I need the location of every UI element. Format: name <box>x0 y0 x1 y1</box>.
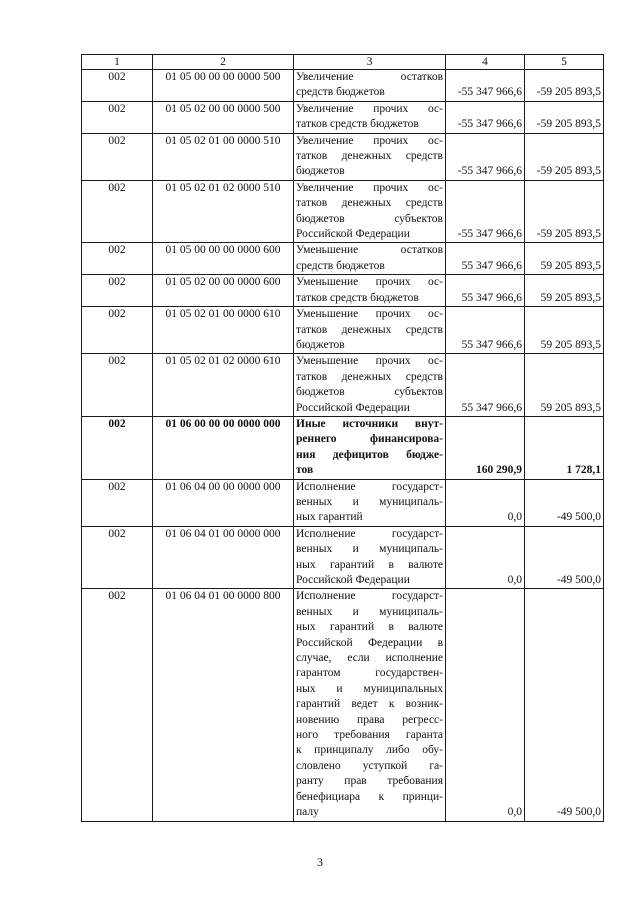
amount-year-2-cell: -49 500,0 <box>525 479 604 526</box>
amount-year-2-cell: -49 500,0 <box>525 526 604 589</box>
source-name-line: татков денежных средств <box>296 197 443 210</box>
source-name-line: ных гарантий <box>296 511 363 524</box>
classification-code-cell: 01 05 00 00 00 0000 500 <box>153 70 294 102</box>
source-name-line: ных и муниципальных <box>296 682 443 695</box>
source-name-cell <box>294 479 446 526</box>
source-name-line: гарантом государствен- <box>296 667 443 680</box>
source-name-line: Уменьшение прочих ос- <box>296 308 443 321</box>
source-name-line: словлено уступкой га- <box>296 759 443 772</box>
amount-year-2-cell: -59 205 893,5 <box>525 180 604 243</box>
amount-year-1-cell: 0,0 <box>446 479 525 526</box>
source-name-line: Российской Федерации <box>296 228 410 241</box>
table-body <box>82 70 604 822</box>
column-number: 2 <box>153 55 294 70</box>
source-name-cell <box>294 180 446 243</box>
column-number: 5 <box>525 55 604 70</box>
table-row <box>82 70 604 102</box>
admin-code-cell: 002 <box>82 589 153 821</box>
amount-year-1-cell: -55 347 966,6 <box>446 180 525 243</box>
source-name-line: Увеличение прочих ос- <box>296 102 443 115</box>
source-name-line: Увеличение прочих ос- <box>296 134 443 147</box>
source-name-line: ных гарантий в валюте <box>296 621 443 634</box>
admin-code-cell: 002 <box>82 275 153 307</box>
admin-code-cell: 002 <box>82 479 153 526</box>
sources-financing-table <box>81 54 604 822</box>
source-name-line: ния дефицитов бюдже- <box>296 448 443 461</box>
classification-code-cell: 01 05 02 01 00 0000 610 <box>153 307 294 354</box>
admin-code-cell: 002 <box>82 307 153 354</box>
admin-code-cell: 002 <box>82 133 153 180</box>
amount-year-2-cell: -59 205 893,5 <box>525 101 604 133</box>
amount-year-1-cell: -55 347 966,6 <box>446 101 525 133</box>
amount-year-1-cell: 0,0 <box>446 589 525 821</box>
amount-year-1-cell: 0,0 <box>446 526 525 589</box>
source-name-line: случае, если исполнение <box>296 652 443 665</box>
source-name-line: бюджетов <box>296 338 345 351</box>
source-name-line: татков средств бюджетов <box>296 118 419 131</box>
amount-year-2-cell: 59 205 893,5 <box>525 275 604 307</box>
source-name-line: Уменьшение прочих ос- <box>296 276 443 289</box>
source-name-line: Увеличение остатков <box>296 71 443 83</box>
classification-code-cell: 01 05 02 01 02 0000 610 <box>153 354 294 417</box>
classification-code-cell: 01 05 02 01 00 0000 510 <box>153 133 294 180</box>
source-name-cell <box>294 275 446 307</box>
table-row <box>82 101 604 133</box>
admin-code-cell: 002 <box>82 526 153 589</box>
classification-code-cell: 01 06 04 01 00 0000 800 <box>153 589 294 821</box>
source-name-line: Иные источники внут- <box>296 417 443 430</box>
table-row <box>82 589 604 821</box>
amount-year-1-cell: -55 347 966,6 <box>446 70 525 102</box>
column-number: 1 <box>82 55 153 70</box>
source-name-line: к принципалу либо обу- <box>296 744 443 757</box>
source-name-line: средств бюджетов <box>296 86 385 99</box>
source-name-line: бюджетов субъектов <box>296 212 443 225</box>
table-row <box>82 526 604 589</box>
amount-year-2-cell: 59 205 893,5 <box>525 307 604 354</box>
source-name-line: Увеличение прочих ос- <box>296 181 443 194</box>
source-name-cell <box>294 307 446 354</box>
source-name-line: средств бюджетов <box>296 259 385 272</box>
source-name-cell <box>294 70 446 102</box>
source-name-line: бенефициара к принци- <box>296 790 443 803</box>
source-name-line: Исполнение государст- <box>296 527 443 540</box>
classification-code-cell: 01 05 02 00 00 0000 600 <box>153 275 294 307</box>
admin-code-cell: 002 <box>82 70 153 102</box>
source-name-line: палу <box>296 806 319 819</box>
classification-code-cell: 01 05 00 00 00 0000 600 <box>153 243 294 275</box>
source-name-line: ных гарантий в валюте <box>296 558 443 571</box>
amount-year-2-cell: 59 205 893,5 <box>525 243 604 275</box>
admin-code-cell: 002 <box>82 416 153 479</box>
source-name-cell <box>294 589 446 821</box>
admin-code-cell: 002 <box>82 180 153 243</box>
source-name-line: тов <box>296 464 314 477</box>
source-name-line: Исполнение государст- <box>296 480 443 493</box>
source-name-line: татков денежных средств <box>296 150 443 163</box>
source-name-line: венных и муниципаль- <box>296 495 443 508</box>
source-name-line: татков денежных средств <box>296 370 443 383</box>
source-name-line: новению права регресс- <box>296 713 443 726</box>
source-name-cell <box>294 416 446 479</box>
table-row <box>82 307 604 354</box>
amount-year-1-cell: 55 347 966,6 <box>446 243 525 275</box>
table-row <box>82 275 604 307</box>
amount-year-1-cell: 55 347 966,6 <box>446 354 525 417</box>
source-name-line: Уменьшение остатков <box>296 244 443 257</box>
source-name-line: гарантий ведет к возник- <box>296 698 443 711</box>
source-name-line: Уменьшение прочих ос- <box>296 355 443 368</box>
classification-code-cell: 01 05 02 00 00 0000 500 <box>153 101 294 133</box>
source-name-cell <box>294 101 446 133</box>
table-row <box>82 416 604 479</box>
classification-code-cell: 01 06 04 01 00 0000 000 <box>153 526 294 589</box>
table-row <box>82 354 604 417</box>
amount-year-1-cell: 55 347 966,6 <box>446 307 525 354</box>
table-row <box>82 243 604 275</box>
admin-code-cell: 002 <box>82 101 153 133</box>
source-name-cell <box>294 354 446 417</box>
source-name-line: ного требования гаранта <box>296 729 443 742</box>
source-name-line: татков средств бюджетов <box>296 291 419 304</box>
amount-year-1-cell: 160 290,9 <box>446 416 525 479</box>
amount-year-2-cell: 59 205 893,5 <box>525 354 604 417</box>
column-number-row <box>82 55 604 70</box>
source-name-line: бюджетов <box>296 165 345 178</box>
source-name-line: Российской Федерации <box>296 574 410 586</box>
amount-year-2-cell: -49 500,0 <box>525 589 604 821</box>
table-row <box>82 133 604 180</box>
table-row <box>82 180 604 243</box>
source-name-line: венных и муниципаль- <box>296 543 443 556</box>
amount-year-2-cell: -59 205 893,5 <box>525 133 604 180</box>
source-name-line: ранту прав требования <box>296 775 443 788</box>
column-number: 3 <box>294 55 446 70</box>
source-name-line: реннего финансирова- <box>296 433 443 446</box>
source-name-cell <box>294 133 446 180</box>
source-name-line: венных и муниципаль- <box>296 605 443 618</box>
source-name-line: Российской Федерации <box>296 401 410 414</box>
source-name-line: Исполнение государст- <box>296 590 443 603</box>
amount-year-1-cell: 55 347 966,6 <box>446 275 525 307</box>
page-number: 3 <box>317 855 323 869</box>
classification-code-cell: 01 06 00 00 00 0000 000 <box>153 416 294 479</box>
source-name-line: бюджетов субъектов <box>296 386 443 399</box>
amount-year-1-cell: -55 347 966,6 <box>446 133 525 180</box>
table-row <box>82 479 604 526</box>
source-name-cell <box>294 526 446 589</box>
source-name-cell <box>294 243 446 275</box>
source-name-line: татков денежных средств <box>296 323 443 336</box>
classification-code-cell: 01 06 04 00 00 0000 000 <box>153 479 294 526</box>
amount-year-2-cell: -59 205 893,5 <box>525 70 604 102</box>
column-number: 4 <box>446 55 525 70</box>
admin-code-cell: 002 <box>82 243 153 275</box>
amount-year-2-cell: 1 728,1 <box>525 416 604 479</box>
classification-code-cell: 01 05 02 01 02 0000 510 <box>153 180 294 243</box>
admin-code-cell: 002 <box>82 354 153 417</box>
source-name-line: Российской Федерации в <box>296 636 443 649</box>
